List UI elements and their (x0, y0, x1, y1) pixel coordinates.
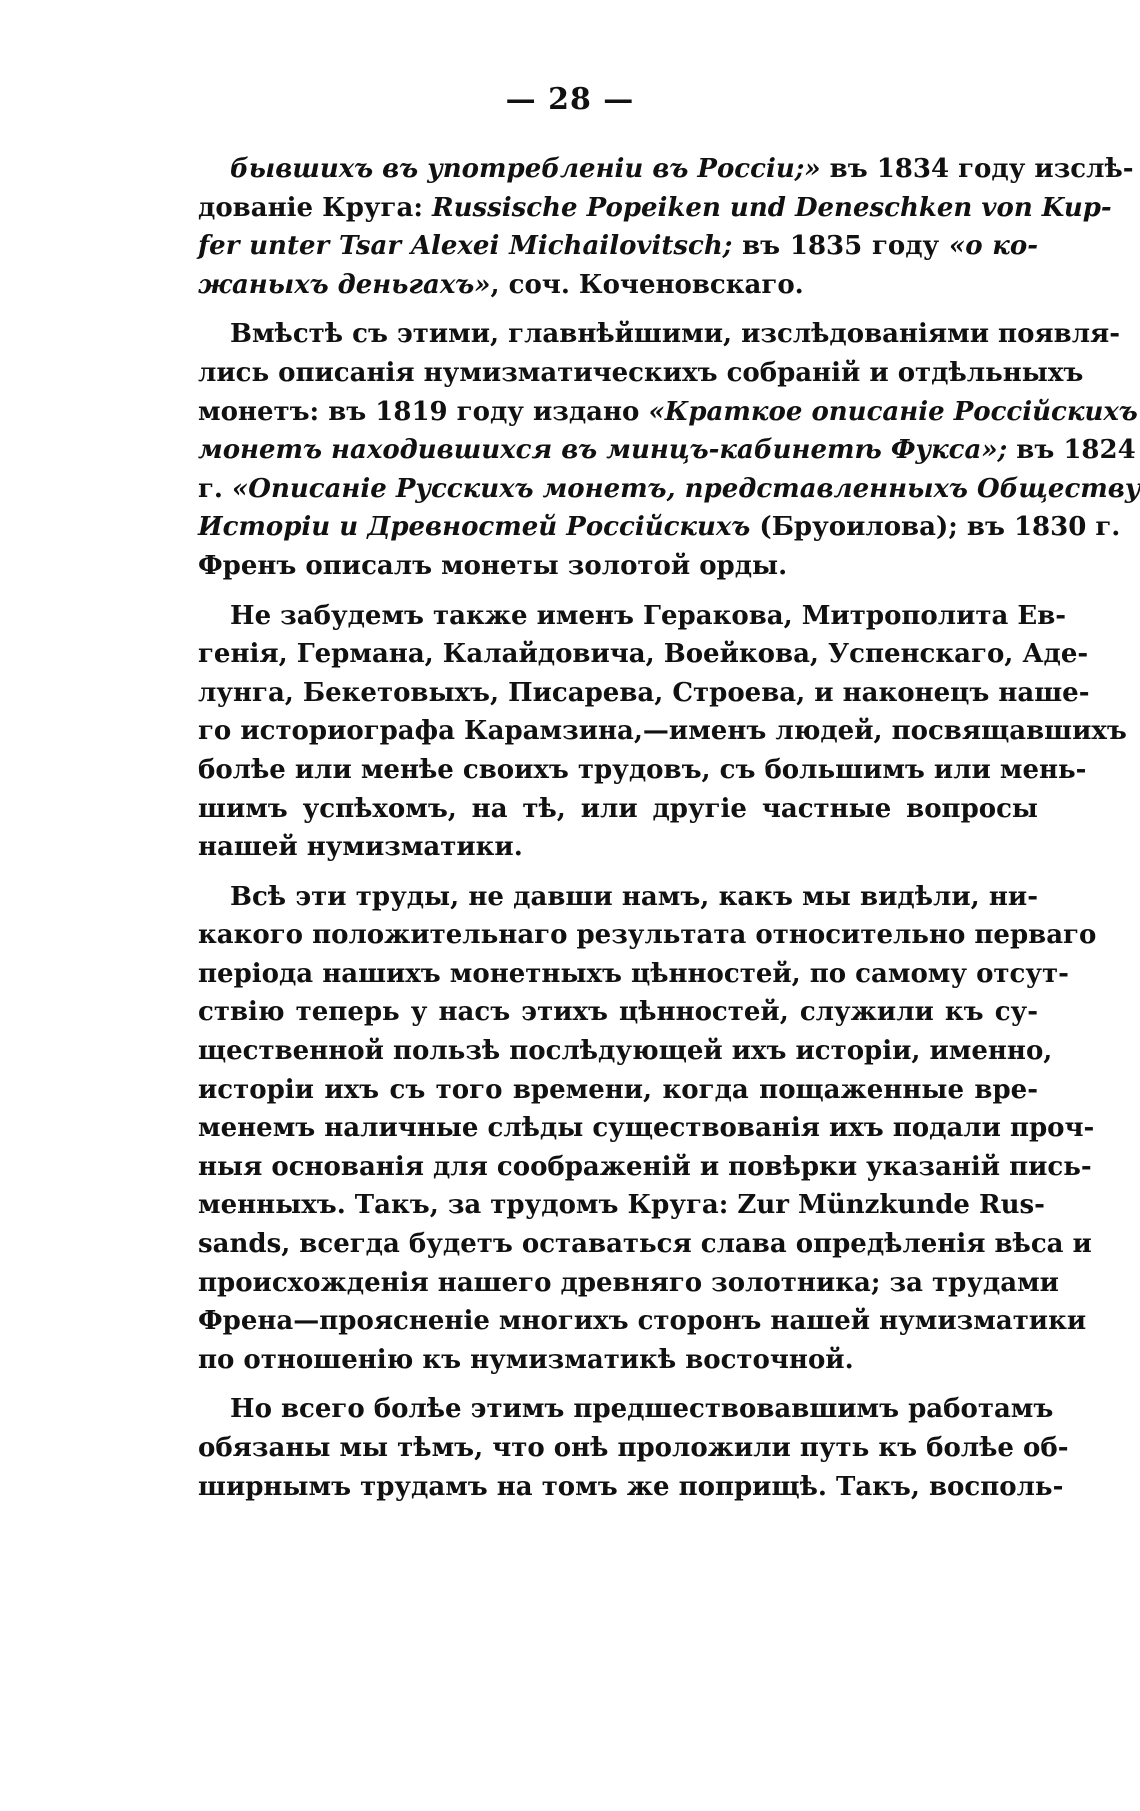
text-segment: Не забудемъ также именъ Геракова, Митрополита Ев- (230, 600, 1067, 631)
text-line (198, 955, 1069, 994)
text-segment: , соч. Коченовскаго. (490, 269, 804, 300)
text-line (198, 1429, 1069, 1468)
text-segment: обязаны мы тѣмъ, что онѣ проложили путь къ болѣе об- (198, 1433, 1069, 1463)
text-segment: въ 1835 году (732, 231, 949, 262)
text-line (198, 916, 1097, 955)
text-segment: Russische Popeiken und Deneschken von Kup- (432, 192, 1112, 223)
paragraph (198, 150, 1134, 304)
text-segment: sands, всегда будетъ оставаться слава опредѣленія вѣса и (198, 1229, 1092, 1260)
text-line (198, 1468, 1064, 1507)
page-number: — 28 — (505, 82, 635, 117)
text-line (198, 751, 1087, 790)
text-segment: Вмѣстѣ съ этими, главнѣйшими, изслѣдованіями появля- (230, 319, 1121, 350)
text-line (198, 431, 1136, 470)
text-line (198, 712, 1127, 751)
text-segment: дованіе Круга: (198, 192, 432, 223)
text-segment: болѣе или менѣе своихъ трудовъ, съ большимъ или мень- (198, 754, 1087, 785)
text-segment: бывшихъ въ употребленіи въ Россіи;» (230, 154, 821, 184)
text-segment: Френъ описалъ монеты золотой орды. (198, 550, 788, 581)
text-line (198, 315, 1121, 354)
text-segment: го историографа Карамзина,—именъ людей, посвящавшихъ (198, 716, 1127, 747)
text-line (198, 597, 1067, 636)
text-segment: въ 1824 (1007, 435, 1136, 466)
text-segment: по отношенію къ нумизматикѣ восточной. (198, 1344, 854, 1375)
text-segment: «о ко- (948, 231, 1038, 262)
text-segment: менныхъ. Такъ, за трудомъ Круга: (198, 1190, 738, 1221)
text-segment: г. (198, 473, 233, 504)
text-segment: исторіи ихъ съ того времени, когда пощаженные вре- (198, 1074, 1038, 1105)
text-line (198, 828, 1038, 867)
text-segment: щественной пользѣ послѣдующей ихъ исторіи, именно, (198, 1036, 1053, 1067)
paragraph (198, 315, 1140, 585)
text-segment: какого положительнаго результата относительно перваго (198, 920, 1097, 951)
text-line (198, 1032, 1053, 1071)
text-segment: Исторіи и Древностей Россійскихъ (198, 512, 751, 543)
text-line (198, 1341, 1038, 1380)
text-line (198, 1148, 1092, 1187)
text-segment: нашей нумизматики. (198, 832, 523, 863)
text-segment: шимъ успѣхомъ, на тѣ, или другіе частные вопросы (198, 793, 1038, 824)
text-line (198, 1225, 1092, 1264)
text-segment: лись описанія нумизматическихъ собраній и отдѣльныхъ (198, 357, 1084, 388)
text-segment: происхожденія нашего древняго золотника; за трудами (198, 1267, 1059, 1298)
text-segment: ствію теперь у насъ этихъ цѣнностей, служили къ су- (198, 997, 1038, 1028)
text-segment: fer unter Tsar Alexei Michailovitsch; (198, 231, 733, 262)
text-line (198, 227, 1038, 266)
paragraph (198, 597, 1127, 867)
text-line (198, 635, 1089, 674)
text-line (198, 470, 1140, 509)
text-line (198, 150, 1134, 189)
text-line (198, 1071, 1038, 1110)
text-segment: періода нашихъ монетныхъ цѣнностей, по самому отсут- (198, 958, 1069, 989)
text-segment: Френа—проясненіе многихъ сторонъ нашей нумизматики (198, 1306, 1087, 1337)
text-line (198, 1390, 1054, 1429)
text-line (198, 1264, 1059, 1303)
text-line (198, 1186, 1045, 1225)
text-line (198, 354, 1084, 393)
text-line (198, 189, 1112, 228)
text-segment: ширнымъ трудамъ на томъ же поприщѣ. Такъ, восполь- (198, 1471, 1064, 1502)
text-line (198, 393, 1138, 432)
text-line (198, 790, 1038, 829)
body-text (198, 150, 1140, 1517)
text-segment: ныя основанія для соображеній и повѣрки указаній пись- (198, 1151, 1092, 1182)
text-segment: монетъ: въ 1819 году издано (198, 396, 649, 427)
text-line (198, 508, 1121, 547)
text-line (198, 1109, 1095, 1148)
text-segment: жаныхъ деньгахъ» (198, 269, 491, 300)
text-segment: въ 1834 году изслѣ- (820, 154, 1134, 184)
text-segment: (Бруоилова); въ 1830 г. (750, 512, 1121, 543)
text-segment: монетъ находившихся въ минцъ-кабинетѣ Фукса»; (198, 435, 1008, 466)
text-segment: Всѣ эти труды, не давши намъ, какъ мы видѣли, ни- (230, 881, 1038, 912)
text-line (198, 1302, 1087, 1341)
paragraph (198, 1390, 1069, 1506)
paragraph (198, 878, 1097, 1380)
text-segment: Zur Münzkunde Rus- (737, 1190, 1045, 1221)
text-segment: «Краткое описаніе Россійскихъ (648, 396, 1138, 427)
text-line (198, 878, 1038, 917)
text-line (198, 266, 1038, 305)
text-segment: генія, Германа, Калайдовича, Воейкова, Успенскаго, Аде- (198, 639, 1089, 670)
text-segment: Но всего болѣе этимъ предшествовавшимъ работамъ (230, 1394, 1054, 1425)
text-line (198, 547, 1038, 586)
text-line (198, 674, 1090, 713)
text-segment: менемъ наличные слѣды существованія ихъ подали проч- (198, 1113, 1095, 1144)
text-segment: лунга, Бекетовыхъ, Писарева, Строева, и наконецъ наше- (198, 677, 1090, 708)
text-segment: «Описаніе Русскихъ монетъ, представленныхъ Обществу (232, 473, 1140, 504)
text-line (198, 993, 1038, 1032)
